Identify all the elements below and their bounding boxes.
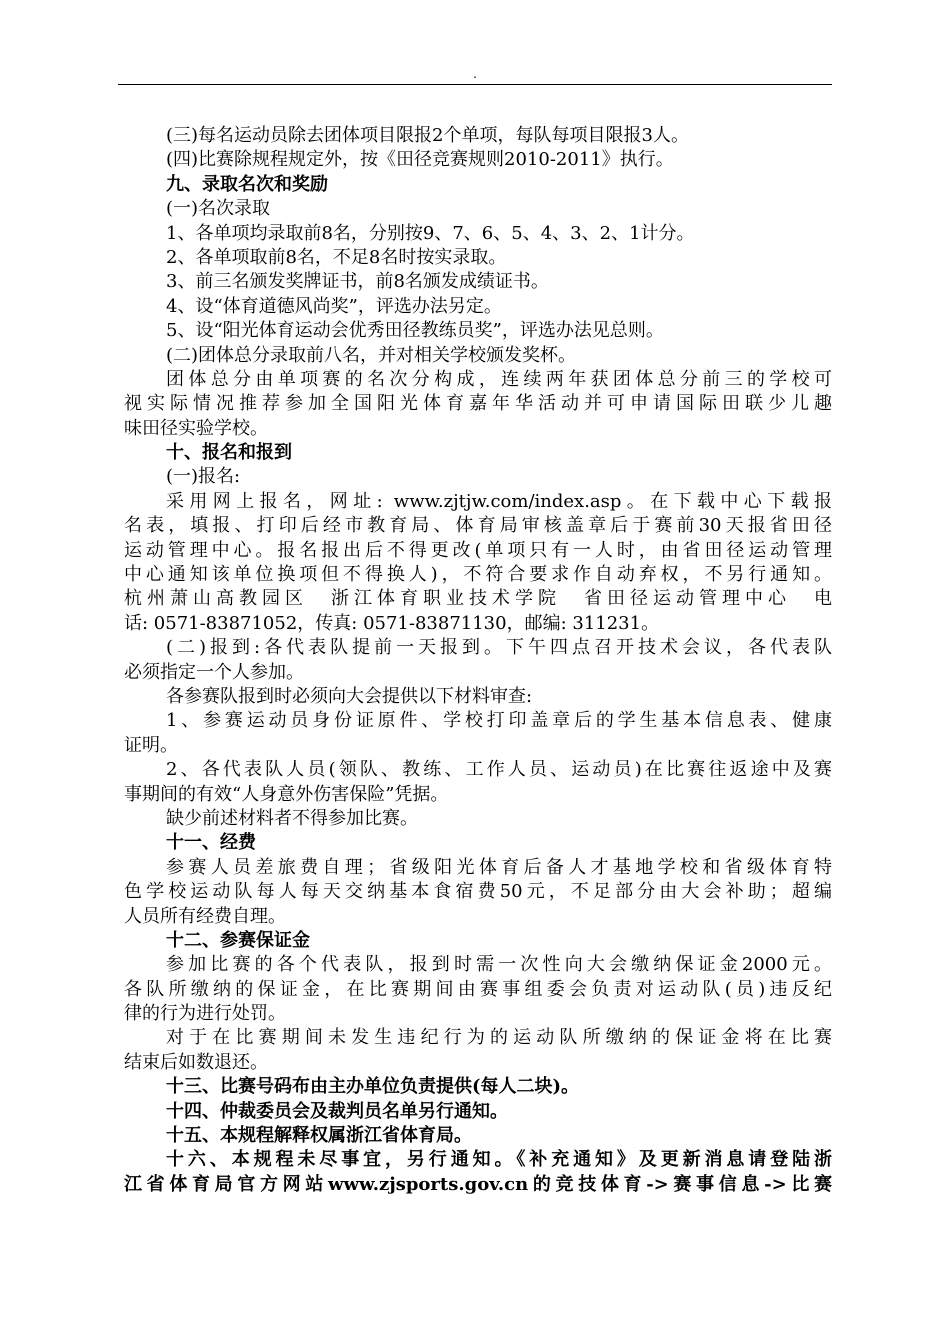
section-heading-line: 十二、参赛保证金 [166,929,310,951]
section-heading-line: 江省体育局官方网站www.zjsports.gov.cn的竞技体育->赛事信息->比赛 [124,1173,832,1195]
paragraph-line: (一)报名: [166,466,241,488]
paragraph-line: (二)团体总分录取前八名，并对相关学校颁发奖杯。 [166,344,577,366]
paragraph-line: (四)比赛除规程规定外，按《田径竞赛规则2010-2011》执行。 [166,149,674,171]
paragraph-line: 2、各单项取前8名，不足8名时按实录取。 [166,246,507,268]
document-body [124,124,832,1197]
paragraph-line: 必须指定一个人参加。 [124,661,304,683]
section-heading-line: 十三、比赛号码布由主办单位负责提供(每人二块)。 [166,1076,580,1098]
paragraph-line: 证明。 [124,734,178,756]
paragraph-line: 律的行为进行处罚。 [124,1003,286,1025]
section-heading-line: 十一、经费 [166,832,256,854]
paragraph-line: 事期间的有效“人身意外伤害保险”凭据。 [124,783,449,805]
paragraph-line: 缺少前述材料者不得参加比赛。 [166,807,418,829]
section-heading-line: 十四、仲裁委员会及裁判员名单另行通知。 [166,1100,508,1122]
paragraph-line: 名表，填报、打印后经市教育局、体育局审核盖章后于赛前30天报省田径 [124,515,832,537]
header-rule [118,84,832,85]
paragraph-line: 色学校运动队每人每天交纳基本食宿费50元，不足部分由大会补助；超编 [124,881,832,903]
paragraph-line: 4、设“体育道德风尚奖”，评选办法另定。 [166,295,502,317]
paragraph-line: 1、各单项均录取前8名，分别按9、7、6、5、4、3、2、1计分。 [166,222,695,244]
section-heading-line: 九、录取名次和奖励 [166,173,328,195]
paragraph-line: 1、参赛运动员身份证原件、学校打印盖章后的学生基本信息表、健康 [166,710,832,732]
paragraph-line: 2、各代表队人员(领队、教练、工作人员、运动员)在比赛往返途中及赛 [166,759,832,781]
paragraph-line: 团体总分由单项赛的名次分构成，连续两年获团体总分前三的学校可 [166,368,832,390]
section-heading-line: 十五、本规程解释权属浙江省体育局。 [166,1125,472,1147]
paragraph-line: 各参赛队报到时必须向大会提供以下材料审查: [166,685,533,707]
paragraph-line: 3、前三名颁发奖牌证书，前8名颁发成绩证书。 [166,271,549,293]
paragraph-line: 杭州萧山高教园区 浙江体育职业技术学院 省田径运动管理中心 电 [124,588,832,610]
paragraph-line: 对于在比赛期间未发生违纪行为的运动队所缴纳的保证金将在比赛 [166,1027,832,1049]
header-dot: . [473,67,477,81]
paragraph-line: 结束后如数退还。 [124,1051,268,1073]
section-heading-line: 十六、本规程未尽事宜，另行通知。《补充通知》及更新消息请登陆浙 [166,1149,832,1171]
paragraph-line: 5、设“阳光体育运动会优秀田径教练员奖”，评选办法见总则。 [166,320,664,342]
paragraph-line: 各队所缴纳的保证金，在比赛期间由赛事组委会负责对运动队(员)违反纪 [124,978,832,1000]
paragraph-line: 视实际情况推荐参加全国阳光体育嘉年华活动并可申请国际田联少儿趣 [124,393,832,415]
section-heading-line: 十、报名和报到 [166,442,292,464]
paragraph-line: 话: 0571-83871052，传真: 0571-83871130，邮编: 311231。 [124,612,660,634]
paragraph-line: (三)每名运动员除去团体项目限报2个单项，每队每项目限报3人。 [166,125,689,146]
paragraph-line: 参赛人员差旅费自理；省级阳光体育后备人才基地学校和省级体育特 [166,856,832,878]
paragraph-line: (二)报到:各代表队提前一天报到。下午四点召开技术会议，各代表队 [166,637,832,659]
paragraph-line: 运动管理中心。报名报出后不得更改(单项只有一人时，由省田径运动管理 [124,539,832,561]
paragraph-line: 中心通知该单位换项但不得换人)，不符合要求作自动弃权，不另行通知。 [124,564,832,586]
paragraph-line: (一)名次录取 [166,198,271,220]
paragraph-line: 味田径实验学校。 [124,417,268,439]
paragraph-line: 参加比赛的各个代表队，报到时需一次性向大会缴纳保证金2000元。 [166,954,832,976]
paragraph-line: 人员所有经费自理。 [124,905,286,927]
paragraph-line: 采用网上报名，网址: www.zjtjw.com/index.asp。在下载中心下载报 [166,490,832,512]
